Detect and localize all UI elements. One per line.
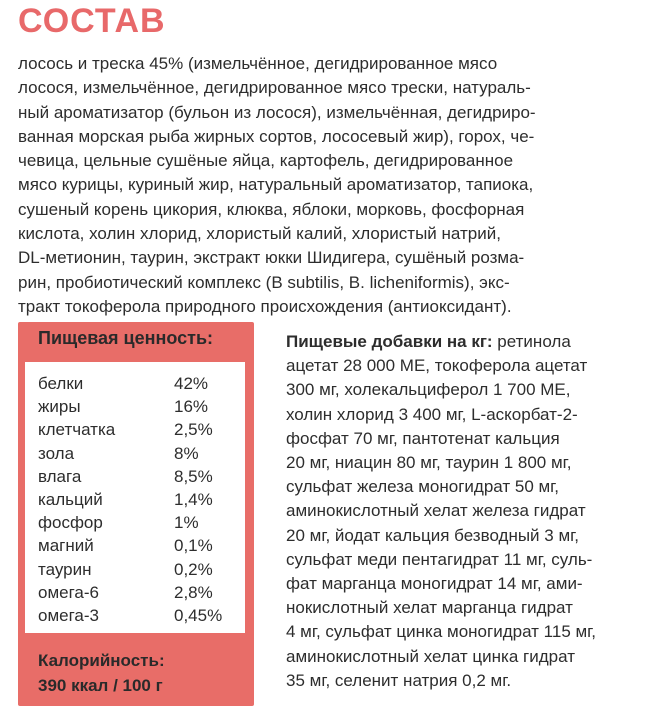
nutrition-row	[38, 395, 238, 419]
additives-block	[286, 330, 668, 693]
nutrient-value: 2,5%	[174, 420, 213, 440]
calories-block	[38, 648, 165, 698]
nutrition-table	[25, 362, 245, 633]
nutrient-value: 0,45%	[174, 606, 223, 625]
page-title: СОСТАВ	[18, 2, 166, 40]
ingredients-text: лосось и треска 45% (измельчённое, дегидрированное мясо лосося, измельчённое, дегидрированное мясо трески, натураль- ный ароматизатор (бульон из лосося), измельчённая, дегидриро- ванная морская рыба жирных сортов, лососевый жир), горох, че- чевица, цельные сушёные яйца, картофель, дегидрированное мясо курицы, куриный жир, натуральный ароматизатор, тапиока, сушеный корень цикория, клюква, яблоки, морковь, фосфорная кислота, холин хлорид, хлористый калий, хлористый натрий, DL-метионин, таурин, экстракт юкки Шидигера, сушёный розма- рин, пробиотический комплекс (B subtilis, B. licheniformis), экс- тракт токоферола природного происхождения (антиоксидант).	[18, 54, 536, 316]
nutrient-name: жиры	[38, 397, 81, 417]
nutrient-name: кальций	[38, 490, 103, 509]
nutrition-row	[38, 442, 238, 466]
nutrient-name: таурин	[38, 559, 92, 579]
nutrient-name: омега-3	[38, 606, 99, 625]
nutrient-name: клетчатка	[38, 420, 116, 440]
nutrition-row	[38, 534, 238, 558]
nutrition-row	[38, 511, 238, 535]
nutrient-value: 2,8%	[174, 582, 213, 602]
additives-text: ретинола ацетат 28 000 МЕ, токоферола ацетат 300 мг, холекальциферол 1 700 МЕ, холин хлорид 3 400 мг, L-аскорбат-2- фосфат 70 мг, пантотенат кальция 20 мг, ниацин 80 мг, таурин 1 800 мг, сульфат железа моногидрат 50 мг, аминокислотный хелат железа гидрат 20 мг, йодат кальция безводный 3 мг, сульфат меди пентагидрат 11 мг, суль- фат марганца моногидрат 14 мг, ами- нокислотный хелат марганца гидрат 4 мг, сульфат цинка моногидрат 115 мг, аминокислотный хелат цинка гидрат 35 мг, селенит натрия 0,2 мг.	[286, 332, 597, 690]
nutrition-row	[38, 604, 238, 628]
calories-value: 390 ккал / 100 г	[38, 676, 163, 695]
nutrient-name: зола	[38, 443, 75, 463]
nutrition-row	[38, 372, 238, 396]
nutrition-row	[38, 418, 238, 442]
nutrient-value: 8,5%	[174, 466, 213, 486]
nutrition-panel	[18, 322, 254, 706]
nutrient-value: 42%	[174, 374, 209, 393]
nutrient-name: фосфор	[38, 513, 103, 533]
nutrient-value: 0,2%	[174, 559, 213, 579]
additives-heading: Пищевые добавки на кг:	[286, 332, 493, 351]
nutrient-value: 1,4%	[174, 490, 213, 509]
nutrient-value: 16%	[174, 397, 209, 417]
nutrient-name: омега-6	[38, 582, 99, 602]
nutrient-name: влага	[38, 466, 82, 486]
nutrient-name: белки	[38, 374, 84, 393]
nutrition-row	[38, 558, 238, 582]
nutrient-value: 0,1%	[174, 536, 213, 556]
nutrition-row	[38, 488, 238, 512]
nutrition-row	[38, 581, 238, 605]
nutrition-title: Пищевая ценность:	[38, 328, 214, 348]
nutrient-value: 1%	[174, 513, 199, 533]
nutrient-value: 8%	[174, 443, 199, 463]
nutrient-name: магний	[38, 536, 94, 556]
calories-label: Калорийность:	[38, 651, 165, 670]
nutrition-row	[38, 465, 238, 489]
